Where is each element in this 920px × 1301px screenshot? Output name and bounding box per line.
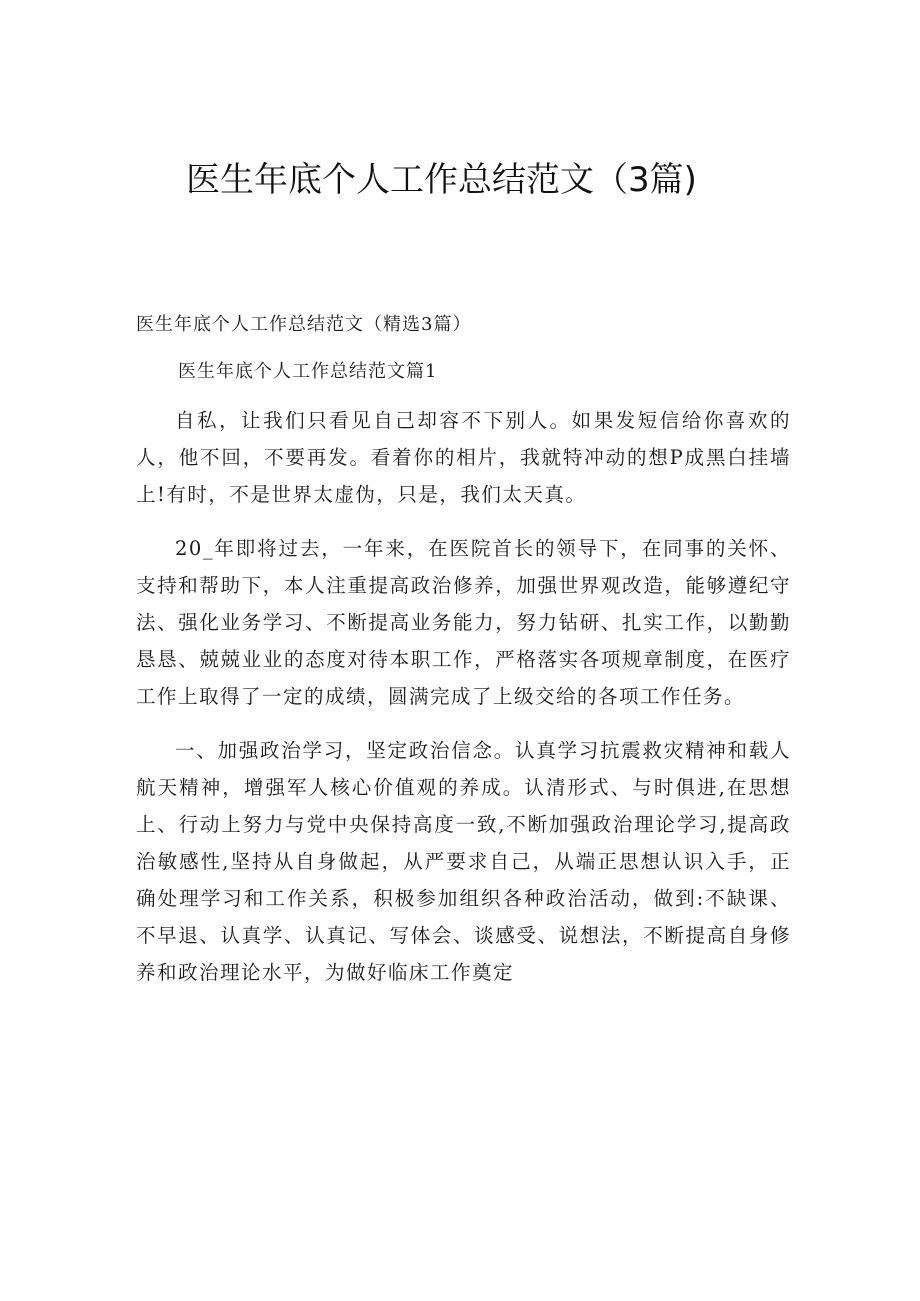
- paragraph-political-study: 一、加强政治学习，坚定政治信念。认真学习抗震救灾精神和载人航天精神，增强军人核心价值观的养成。认清形式、与时俱进,在思想上、行动上努力与党中央保持高度一致,不断加强政治理论学习,提高政治敏感性,坚持从自身做起，从严要求自己，从端正思想认识入手，正确处理学习和工作关系，积极参加组织各种政治活动，做到:不缺课、不早退、认真学、认真记、写体会、谈感受、说想法，不断提高自身修养和政治理论水平，为做好临床工作奠定: [136, 739, 791, 984]
- section-heading: 医生年底个人工作总结范文篇1: [178, 361, 438, 382]
- paragraph-summary: 20_年即将过去，一年来，在医院首长的领导下，在同事的关怀、支持和帮助下，本人注重提高政治修养，加强世界观改造，能够遵纪守法、强化业务学习、不断提高业务能力，努力钻研、扎实工作，以勤勤恳恳、兢兢业业的态度对待本职工作，严格落实各项规章制度，在医疗工作上取得了一定的成绩，圆满完成了上级交给的各项工作任务。: [136, 537, 791, 708]
- body-text: [136, 402, 791, 1008]
- paragraph-intro: 自私，让我们只看见自己却容不下别人。如果发短信给你喜欢的人，他不回，不要再发。看着你的相片，我就特冲动的想P成黑白挂墙上!有时，不是世界太虚伪，只是，我们太天真。: [136, 409, 791, 506]
- document-title: 医生年底个人工作总结范文（3篇): [186, 160, 697, 200]
- document-subtitle: 医生年底个人工作总结范文（精选3篇）: [136, 314, 472, 335]
